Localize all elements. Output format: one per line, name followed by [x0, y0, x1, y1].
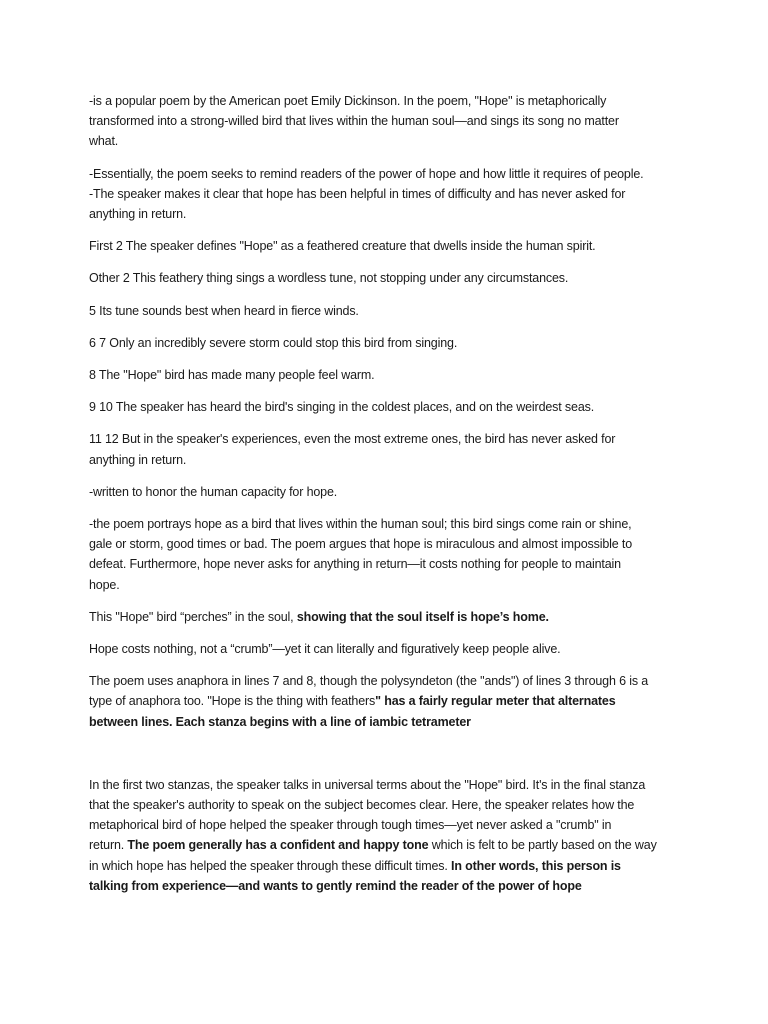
paragraph-lines-6-7	[89, 333, 682, 353]
text-run: type of anaphora too. "Hope is the thing with feathers	[89, 694, 376, 709]
text-run: This "Hope" bird “perches” in the soul,	[89, 609, 297, 624]
text-line: 11 12 But in the speaker's experiences, even the most extreme ones, the bird has never asked for	[89, 432, 616, 447]
paragraph-portrays	[89, 514, 682, 595]
paragraph-written	[89, 482, 682, 502]
text-run: return.	[89, 838, 128, 853]
text-line: 9 10 The speaker has heard the bird's singing in the coldest places, and on the weirdest seas.	[89, 400, 595, 415]
bold-text-run: showing that the soul itself is hope’s home.	[296, 609, 549, 624]
text-line: -the poem portrays hope as a bird that lives within the human soul; this bird sings come rain or shine,	[89, 517, 632, 532]
text-line	[89, 607, 682, 627]
text-line	[89, 856, 682, 876]
text-line: In the first two stanzas, the speaker talks in universal terms about the "Hope" bird. It's in the final stanza	[89, 777, 646, 792]
text-line: transformed into a strong-willed bird that lives within the human soul—and sings its song no matter	[89, 114, 619, 129]
paragraph-first-2	[89, 236, 682, 256]
bold-text-line: talking from experience—and wants to gently remind the reader of the power of hope	[89, 878, 582, 893]
text-line: anything in return.	[89, 207, 187, 222]
text-line	[89, 691, 682, 711]
text-line: what.	[89, 134, 119, 149]
text-line: that the speaker's authority to speak on the subject becomes clear. Here, the speaker relates how the	[89, 798, 635, 813]
paragraph-lines-11-12	[89, 429, 682, 469]
text-line: -Essentially, the poem seeks to remind readers of the power of hope and how little it requires of people.	[89, 166, 644, 181]
text-line	[89, 835, 682, 855]
text-line: -is a popular poem by the American poet Emily Dickinson. In the poem, "Hope" is metaphorically	[89, 94, 607, 108]
text-line: 5 Its tune sounds best when heard in fierce winds.	[89, 303, 359, 318]
text-line: First 2 The speaker defines "Hope" as a feathered creature that dwells inside the human spirit.	[89, 239, 596, 254]
paragraph-anaphora	[89, 671, 682, 732]
text-line: defeat. Furthermore, hope never asks for anything in return—it costs nothing for people to maintain	[89, 557, 621, 572]
bold-text-run: The poem generally has a confident and happy tone	[127, 838, 429, 853]
paragraph-line-8	[89, 365, 682, 385]
text-run: which is felt to be partly based on the way	[428, 838, 657, 853]
text-line: Hope costs nothing, not a “crumb”—yet it can literally and figuratively keep people alive.	[89, 642, 561, 657]
paragraph-essentially	[89, 164, 682, 225]
blank-space	[89, 744, 682, 775]
text-line: hope.	[89, 577, 120, 592]
bold-text-run: In other words, this person is	[451, 858, 621, 873]
text-line: anything in return.	[89, 452, 187, 467]
text-line: The poem uses anaphora in lines 7 and 8, though the polysyndeton (the "ands") of lines 3 through 6 is a	[89, 674, 649, 689]
paragraph-stanzas	[89, 775, 682, 896]
paragraph-line-5	[89, 301, 682, 321]
text-line: gale or storm, good times or bad. The poem argues that hope is miraculous and almost impossible to	[89, 537, 632, 552]
paragraph-lines-9-10	[89, 397, 682, 417]
paragraph-other-2	[89, 268, 682, 288]
paragraph-intro	[89, 91, 682, 152]
text-line: 6 7 Only an incredibly severe storm could stop this bird from singing.	[89, 335, 458, 350]
text-line: -written to honor the human capacity for hope.	[89, 484, 338, 499]
text-line: Other 2 This feathery thing sings a wordless tune, not stopping under any circumstances.	[89, 271, 569, 286]
paragraph-crumb	[89, 639, 682, 659]
paragraph-perches	[89, 607, 682, 627]
text-line: 8 The "Hope" bird has made many people feel warm.	[89, 368, 375, 383]
text-line: -The speaker makes it clear that hope has been helpful in times of difficulty and has never asked for	[89, 186, 626, 201]
bold-text-run: " has a fairly regular meter that alternates	[375, 694, 616, 709]
text-line: metaphorical bird of hope helped the speaker through tough times—yet never asked a "crumb" in	[89, 818, 612, 833]
bold-text-line: between lines. Each stanza begins with a line of iambic tetrameter	[89, 714, 471, 729]
text-run: in which hope has helped the speaker through these difficult times.	[89, 858, 452, 873]
